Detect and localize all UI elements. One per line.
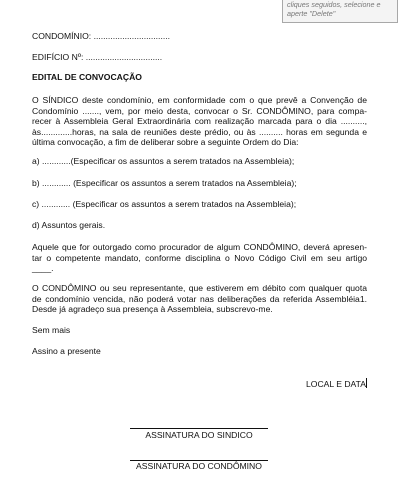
tooltip-line: aperte "Delete" — [287, 8, 336, 18]
agenda-item-c: c) ............ (Especificar os assuntos a serem tratados na Assembleia); — [32, 199, 297, 209]
proxy-line: Aquele que for outorgado como procurador de algum CONDÔMINO, deverá apresen- — [32, 242, 367, 252]
intro-line: às.............horas, na sala de reuniões deste prédio, ou às .......... horas em segunda e — [32, 126, 367, 137]
debt-line: Desde já agradeço sua presença à Assembleia, subscrevo-me. — [32, 304, 273, 315]
proxy-line: ____. — [32, 263, 54, 274]
agenda-item-a: a) ............(Especificar os assuntos a serem tratados na Assembleia); — [32, 156, 295, 166]
agenda-item-b: b) ............ (Especificar os assuntos a serem tratados na Assembleia); — [32, 178, 297, 188]
proxy-paragraph — [32, 242, 367, 274]
closing-sem-mais: Sem mais — [32, 325, 71, 335]
signature-label-sindico: ASSINATURA DO SINDICO — [145, 430, 253, 440]
document-title: EDITAL DE CONVOCAÇÃO — [32, 72, 142, 82]
local-data-field[interactable] — [302, 378, 367, 390]
intro-line: O SÍNDICO deste condomínio, em conformidade com o que prevê a Convenção de — [32, 95, 367, 105]
closing-assino: Assino a presente — [32, 346, 101, 356]
debt-line: O CONDÔMINO ou seu representante, que estiverem em débito com qualquer quota — [32, 283, 367, 293]
signature-line-sindico — [130, 428, 268, 429]
proxy-line: tar o competente mandato, conforme disciplina o Novo Código Civil em seu artigo — [32, 252, 367, 263]
tooltip-line: cliques seguidos, selecione e — [287, 0, 381, 9]
intro-paragraph — [32, 95, 367, 148]
debt-line: de condomínio vencida, não poderá votar nas deliberações da referida Assembléia1. — [32, 293, 367, 304]
local-data-label: LOCAL E DATA — [305, 379, 366, 389]
intro-line: recer à Assembleia Geral Extraordinária com realização marcada para o dia .........., — [32, 116, 367, 127]
signature-label-condomino: ASSINATURA DO CONDÔMINO — [136, 461, 262, 471]
text-cursor — [366, 378, 367, 388]
intro-line: última convocação, a fim de deliberar sobre a seguinte Ordem do Dia: — [32, 137, 299, 148]
edificio-field: EDIFÍCIO Nº: ................................ — [32, 52, 163, 62]
debt-paragraph — [32, 283, 367, 315]
agenda-item-d: d) Assuntos gerais. — [32, 220, 106, 230]
intro-line: Condomínio ......., vem, por meio desta, convocar o Sr. CONDÔMINO, para compa- — [32, 105, 367, 116]
condominio-field: CONDOMÍNIO: ................................ — [32, 31, 170, 41]
tooltip-box — [282, 0, 398, 23]
